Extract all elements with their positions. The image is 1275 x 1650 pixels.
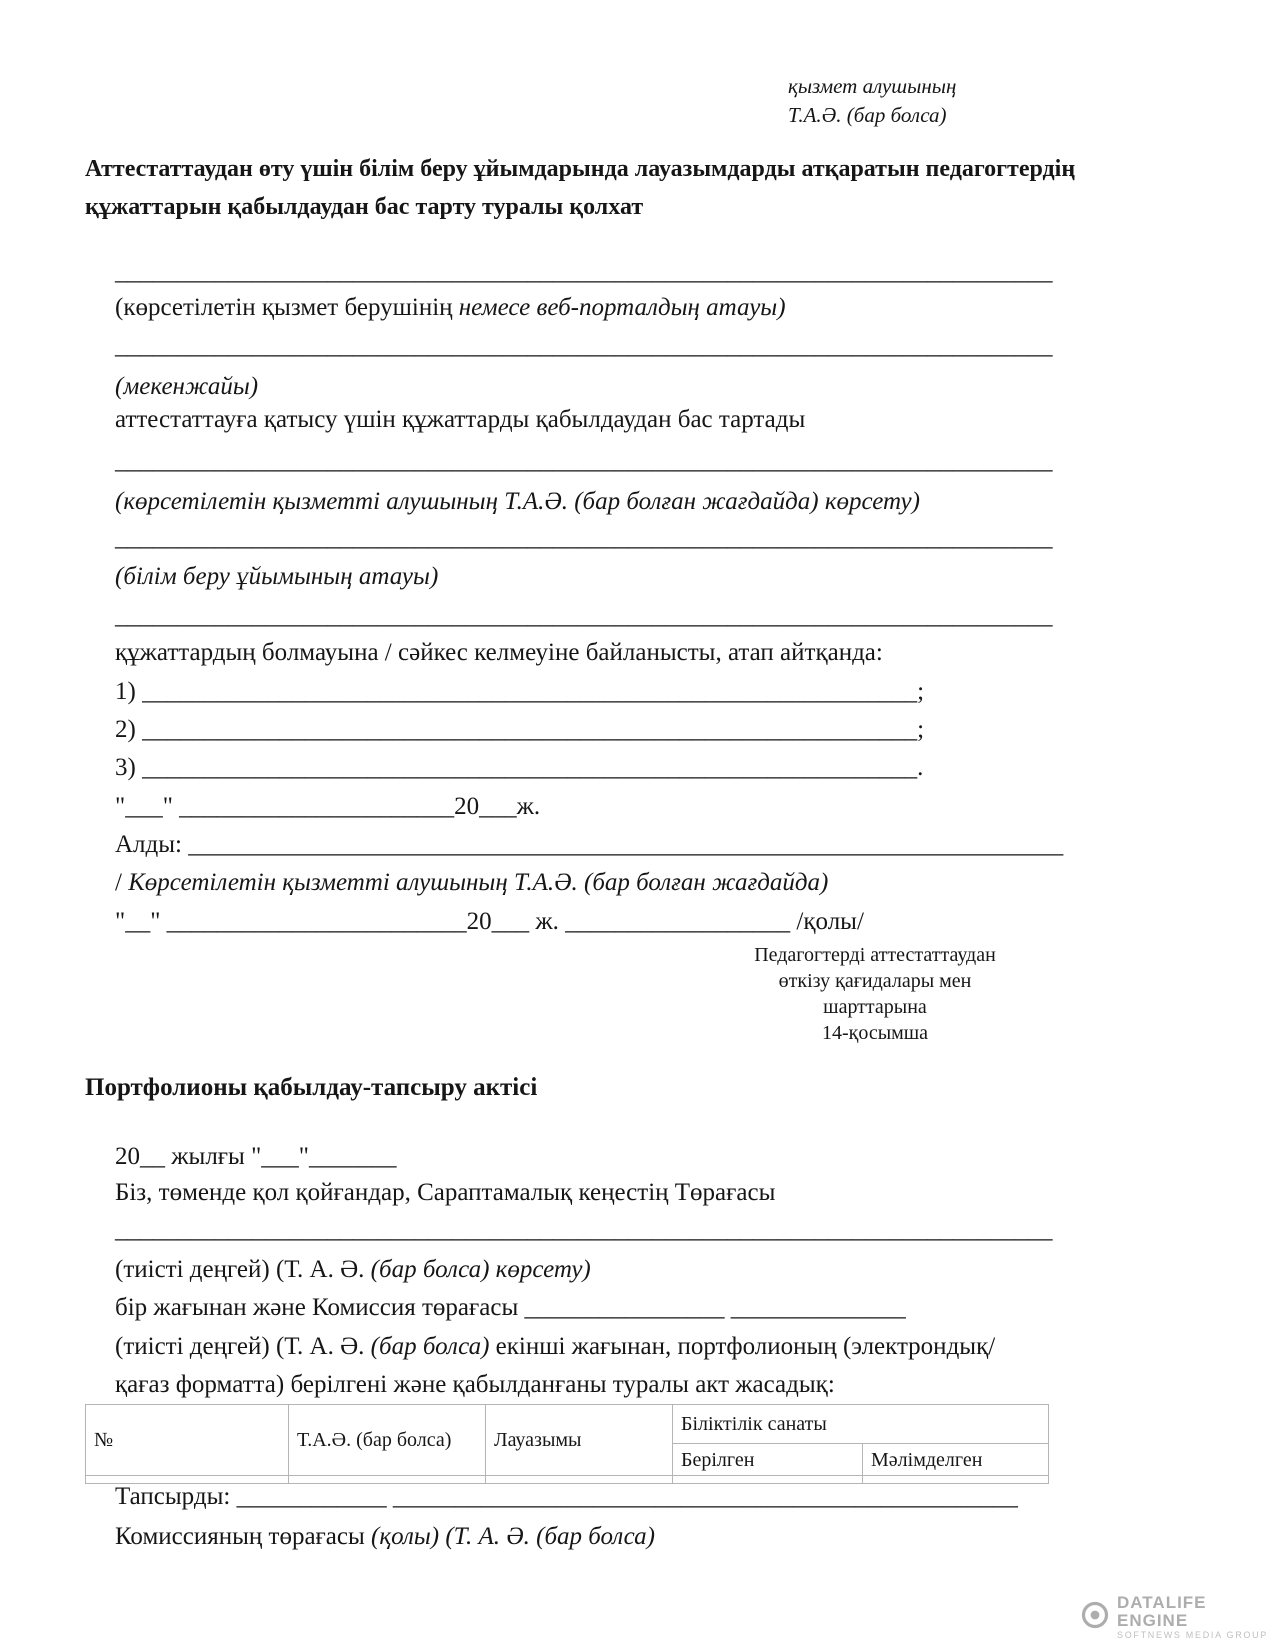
blank-line-address: ___________________________________________________________________________: [115, 332, 1053, 359]
datalife-logo-icon: [1080, 1600, 1110, 1635]
receipt-title: Аттестаттаудан өту үшін білім беру ұйымдарында лауазымдарды атқаратын педагогтердің құжаттарын қабылдаудан бас тарту туралы қолхат: [85, 156, 1076, 220]
second-party-suffix: екінші жағынан, портфолионың (электрондық/: [489, 1333, 996, 1360]
blank-line-recipient: ___________________________________________________________________________: [115, 447, 1053, 474]
caption-provider-prefix: (көрсетілетін қызмет берушінің: [115, 294, 459, 321]
reason-1-number: 1): [115, 678, 143, 705]
received-label: Алды:: [115, 831, 189, 858]
handed-over-line: [115, 1482, 1018, 1512]
blank-line-provider: ___________________________________________________________________________: [115, 258, 1053, 285]
table-header-category-group: Біліктілік санаты: [673, 1405, 1049, 1444]
commission-chairman-line: [115, 1293, 906, 1323]
reason-1-punct: ;: [917, 678, 925, 705]
reason-item-1: [115, 677, 924, 707]
chairman-signature-line: [115, 1522, 655, 1552]
receipt-date-line: "___" ______________________20___ж.: [115, 793, 541, 820]
blank-line-reason: ___________________________________________________________________________: [115, 602, 1053, 629]
commission-blank-2: ______________: [730, 1294, 906, 1321]
chairman-italic: (қолы) (Т. А. Ә. (бар болса): [371, 1523, 655, 1550]
caption-recipient: (көрсетілетін қызметті алушының Т.А.Ә. (бар болған жағдайда) көрсету): [115, 488, 920, 515]
recipient-note-slash: /: [115, 869, 129, 896]
reason-2-blank: ______________________________________________________________: [142, 716, 918, 743]
received-by-line: [115, 830, 1063, 860]
table-header-category-declared: Мәлімделген: [863, 1444, 1049, 1476]
datalife-engine-watermark: [1080, 1594, 1275, 1641]
commission-blank-1: ________________: [524, 1294, 725, 1321]
blank-line-organization: ___________________________________________________________________________: [115, 524, 1053, 551]
handed-label: Тапсырды:: [115, 1483, 237, 1510]
portfolio-table: [85, 1404, 1049, 1484]
appendix-note: [700, 942, 1050, 1046]
watermark-subtitle: SOFTNEWS MEDIA GROUP: [1117, 1630, 1269, 1640]
handed-blank-1: ____________: [236, 1483, 387, 1510]
reason-3-number: 3): [115, 754, 143, 781]
appendix-note-line1: Педагогтерді аттестаттаудан: [754, 944, 996, 966]
reason-2-number: 2): [115, 716, 143, 743]
act-date-line: 20__ жылғы "___"_______: [115, 1143, 397, 1170]
act-title: Портфолионы қабылдау-тапсыру актісі: [85, 1074, 538, 1101]
reason-intro: құжаттардың болмауына / сәйкес келмеуіне байланысты, атап айтқанда:: [115, 639, 883, 666]
act-intro: Біз, төменде қол қойғандар, Сараптамалық кеңестің Төрағасы: [115, 1179, 776, 1206]
recipient-fullname-note: [115, 868, 828, 898]
chairman-prefix: Комиссияның төрағасы: [115, 1523, 372, 1550]
second-party-line2: қағаз форматта) берілгені және қабылданғаны туралы акт жасадық:: [115, 1371, 835, 1398]
table-header-number: №: [86, 1405, 289, 1476]
received-blank: ______________________________________________________________________: [188, 831, 1064, 858]
header-recipient-note: [788, 72, 956, 130]
second-party-line: [115, 1332, 995, 1362]
caption-provider: [115, 293, 786, 323]
appendix-note-line4: 14-қосымша: [821, 1022, 929, 1044]
commission-prefix: бір жағынан және Комиссия төрағасы: [115, 1294, 525, 1321]
recipient-note-line2: Т.А.Ә. (бар болса): [788, 103, 947, 127]
caption-organization: (білім беру ұйымының атауы): [115, 563, 439, 590]
watermark-title: DATALIFE ENGINE: [1117, 1593, 1207, 1630]
appendix-note-line2: өткізу қағидалары мен: [778, 970, 972, 992]
reason-2-punct: ;: [917, 716, 925, 743]
reason-1-blank: ______________________________________________________________: [142, 678, 918, 705]
recipient-note-text: Көрсетілетін қызметті алушының Т.А.Ә. (бар болған жағдайда): [128, 869, 829, 896]
table-header-fullname: Т.А.Ә. (бар болса): [289, 1405, 486, 1476]
handed-blank-2: __________________________________________________: [392, 1483, 1018, 1510]
caption-provider-italic: немесе веб-порталдың атауы): [458, 294, 786, 321]
table-header-category-given: Берілген: [673, 1444, 863, 1476]
reason-3-punct: .: [917, 754, 924, 781]
recipient-note-line1: қызмет алушының: [788, 74, 957, 98]
caption-address: (мекенжайы): [115, 373, 259, 400]
level-caption-italic: (бар болса) көрсету): [370, 1256, 591, 1283]
reason-3-blank: ______________________________________________________________: [142, 754, 918, 781]
receipt-signature-line: "__" ________________________20___ ж. __________________ /қолы/: [115, 908, 864, 935]
appendix-note-line3: шарттарына: [823, 996, 927, 1018]
act-level-caption: [115, 1255, 591, 1285]
level-caption-prefix: (тиісті деңгей) (Т. А. Ә.: [115, 1256, 371, 1283]
second-party-italic: (бар болса): [370, 1333, 490, 1360]
reason-item-3: [115, 753, 923, 783]
second-party-prefix: (тиісті деңгей) (Т. А. Ә.: [115, 1333, 371, 1360]
reason-item-2: [115, 715, 924, 745]
refusal-statement: аттестаттауға қатысу үшін құжаттарды қабылдаудан бас тартады: [115, 406, 806, 433]
act-blank-line: ___________________________________________________________________________: [115, 1216, 1053, 1243]
table-header-position: Лауазымы: [486, 1405, 673, 1476]
